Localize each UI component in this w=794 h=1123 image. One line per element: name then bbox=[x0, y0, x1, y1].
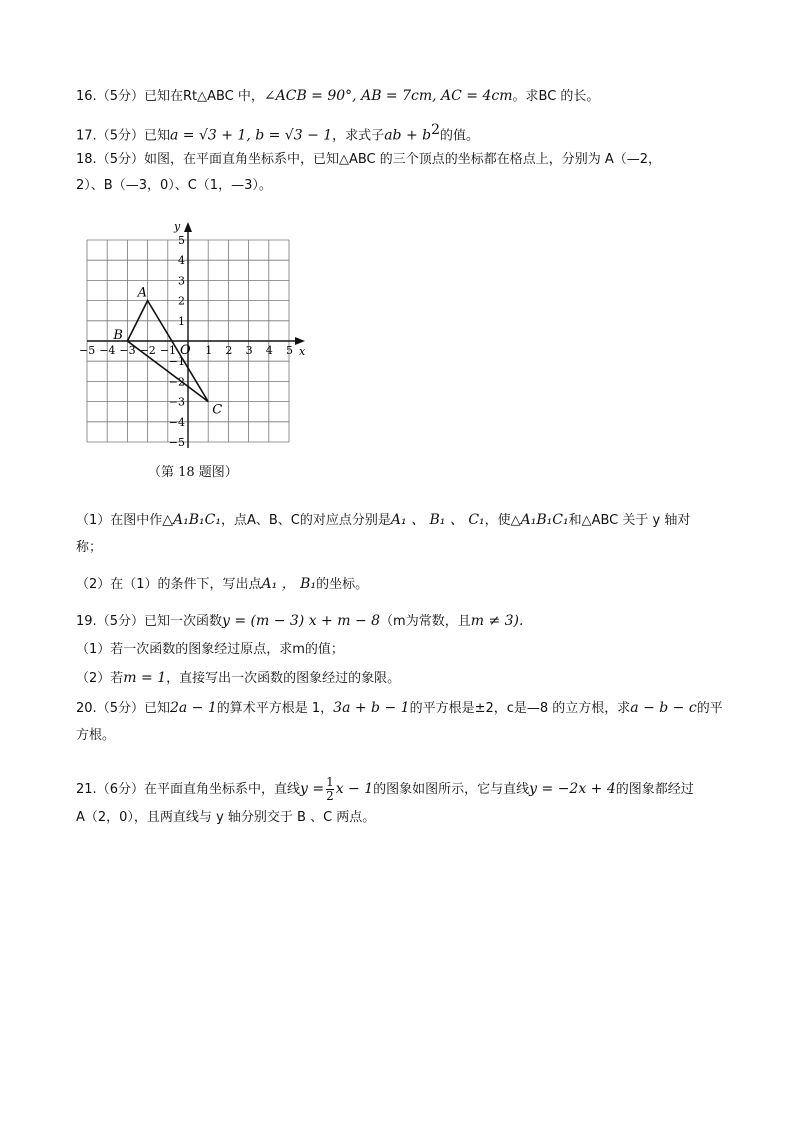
question-18-line2 bbox=[76, 176, 272, 196]
y-axis-arrow bbox=[184, 222, 192, 232]
question-16 bbox=[76, 86, 599, 107]
question-text: （5分）如图，在平面直角坐标系中，已知△ABC 的三个顶点的坐标都在格点上，分别为 A（—2， bbox=[96, 152, 662, 167]
coordinate-grid-figure bbox=[76, 210, 316, 460]
question-text: ，求式子 bbox=[332, 128, 385, 144]
vertex-label-a: A bbox=[137, 285, 147, 301]
question-text: 的平方根是±2，c是—8 的立方根，求 bbox=[409, 701, 631, 716]
question-20-line2 bbox=[76, 726, 115, 746]
x-tick-label: −2 bbox=[139, 344, 156, 357]
question-text: ，直接写出一次函数的图象经过的象限。 bbox=[166, 671, 401, 686]
question-text: （1）在图中作 bbox=[76, 513, 163, 528]
question-text: （2）在（1）的条件下，写出点 bbox=[76, 577, 262, 592]
fraction-numerator: 1 bbox=[326, 775, 334, 789]
math-expression: m ≠ 3). bbox=[470, 613, 524, 629]
question-text: （5分）已知在Rt△ABC 中， bbox=[96, 89, 264, 104]
x-tick-label: 2 bbox=[225, 344, 233, 357]
math-expression: △A₁B₁C₁ bbox=[162, 512, 221, 528]
question-text: （m为常数，且 bbox=[380, 614, 471, 629]
y-tick-label: 5 bbox=[178, 234, 185, 247]
question-text: 的坐标。 bbox=[316, 577, 369, 592]
y-tick-label: −4 bbox=[168, 415, 185, 429]
math-expression: A₁ ， B₁ bbox=[261, 576, 317, 592]
question-text: ，使△ bbox=[484, 513, 521, 528]
fraction bbox=[326, 776, 334, 803]
x-tick-label: −4 bbox=[99, 344, 116, 357]
question-17 bbox=[76, 120, 479, 146]
question-21-line2 bbox=[76, 808, 375, 828]
vertex-label-b: B bbox=[113, 328, 123, 343]
question-21 bbox=[76, 772, 694, 807]
math-expression: A₁B₁C₁ bbox=[520, 512, 569, 528]
math-expression: 2a − 1 bbox=[169, 700, 217, 716]
x-tick-label: 5 bbox=[286, 344, 293, 357]
question-text: 的算术平方根是 1， bbox=[216, 701, 334, 716]
question-18-part2 bbox=[76, 574, 368, 595]
question-19 bbox=[76, 611, 523, 632]
math-expression: x − 1 bbox=[335, 781, 374, 797]
vertex-label-c: C bbox=[212, 402, 223, 418]
question-number: 20. bbox=[76, 701, 97, 716]
question-text: （5分）已知 bbox=[96, 701, 170, 716]
question-text: 。求BC 的长。 bbox=[512, 89, 600, 104]
y-tick-label: 3 bbox=[178, 274, 185, 288]
math-expression: y = bbox=[299, 781, 325, 797]
x-tick-label: −5 bbox=[79, 344, 96, 357]
y-axis-label: y bbox=[174, 220, 181, 233]
fraction-denominator: 2 bbox=[326, 789, 334, 803]
question-20 bbox=[76, 698, 723, 719]
question-text: （5分）已知 bbox=[96, 128, 170, 144]
x-tick-label: −3 bbox=[119, 344, 136, 357]
question-text: （2）若 bbox=[76, 671, 124, 686]
x-tick-label: 1 bbox=[205, 344, 213, 357]
question-number: 19. bbox=[76, 614, 97, 629]
question-text: 的图象如图所示，它与直线 bbox=[373, 782, 530, 797]
math-expression: a = √3 + 1, b = √3 − 1 bbox=[169, 127, 333, 144]
question-number: 17. bbox=[76, 128, 97, 144]
math-expression: y = −2x + 4 bbox=[529, 781, 616, 797]
y-tick-label: −1 bbox=[168, 355, 185, 369]
question-text: 的图象都经过 bbox=[615, 782, 694, 797]
y-tick-label: −2 bbox=[168, 375, 185, 389]
question-19-part1 bbox=[76, 640, 344, 660]
x-tick-label: 3 bbox=[245, 344, 253, 357]
question-number: 16. bbox=[76, 89, 97, 104]
question-18-part1-line2 bbox=[76, 538, 102, 558]
question-text: 的平 bbox=[696, 701, 723, 716]
origin-label: O bbox=[180, 343, 191, 358]
question-text: （5分）已知一次函数 bbox=[96, 614, 222, 629]
exponent: 2 bbox=[431, 122, 441, 138]
question-text: ，点A、B、C的对应点分别是 bbox=[221, 513, 391, 528]
x-tick-label: 4 bbox=[265, 344, 273, 357]
question-text: A（2，0），且两直线与 y 轴分别交于 B 、C 两点。 bbox=[76, 810, 376, 825]
question-number: 21. bbox=[76, 782, 97, 797]
question-18-line1 bbox=[76, 150, 661, 170]
question-text: 方根。 bbox=[76, 728, 116, 743]
math-expression: a − b − c bbox=[630, 700, 697, 716]
question-text: 称； bbox=[76, 540, 103, 555]
y-tick-label: 2 bbox=[178, 294, 185, 308]
question-text: 的值。 bbox=[440, 128, 480, 144]
figure-caption: （第 18 题图） bbox=[148, 465, 238, 480]
math-expression: ab + b bbox=[384, 127, 432, 144]
question-text: 2）、B（—3，0）、C（1，—3）。 bbox=[76, 178, 272, 193]
y-tick-label: 4 bbox=[178, 254, 185, 268]
math-expression: m = 1 bbox=[123, 670, 167, 686]
y-tick-label: −3 bbox=[168, 395, 185, 409]
math-expression: 3a + b − 1 bbox=[333, 700, 410, 716]
question-18-part1 bbox=[76, 510, 690, 531]
question-text: （1）若一次函数的图象经过原点，求m的值； bbox=[76, 642, 344, 657]
question-text: （6分）在平面直角坐标系中，直线 bbox=[96, 782, 300, 797]
y-tick-label: 1 bbox=[178, 314, 185, 328]
math-expression: A₁ 、 B₁ 、 C₁ bbox=[390, 512, 485, 528]
question-text: 和△ABC 关于 y 轴对 bbox=[568, 513, 691, 528]
math-expression: ∠ACB = 90°, AB = 7cm, AC = 4cm bbox=[263, 88, 513, 104]
question-19-part2 bbox=[76, 668, 400, 689]
math-expression: y = (m − 3) x + m − 8 bbox=[221, 613, 381, 629]
x-axis-arrow bbox=[295, 337, 305, 345]
y-tick-label: −5 bbox=[168, 436, 185, 449]
question-number: 18. bbox=[76, 152, 97, 167]
x-axis-label: x bbox=[299, 345, 306, 358]
x-tick-label: −1 bbox=[159, 344, 177, 357]
